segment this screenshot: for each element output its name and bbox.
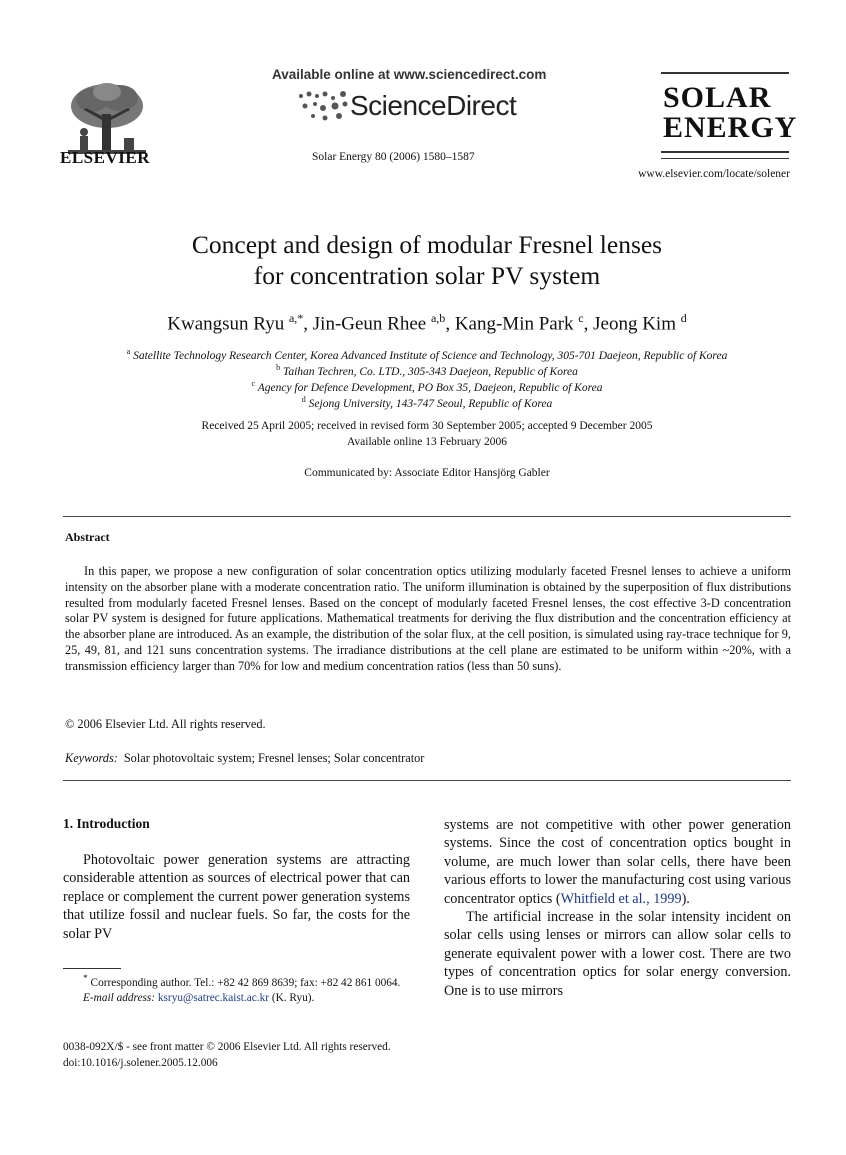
page-footer	[63, 1040, 391, 1071]
author-separator: ,	[445, 313, 455, 335]
affiliation-mark: c	[251, 379, 256, 388]
author-name: Jeong Kim	[593, 313, 676, 335]
author-affiliation-mark[interactable]: a,b	[430, 311, 446, 325]
author-name: Kwangsun Ryu	[167, 313, 285, 335]
doi-line[interactable]: doi:10.1016/j.solener.2005.12.006	[63, 1056, 218, 1069]
author-name: Jin-Geun Rhee	[312, 313, 427, 335]
footnote	[63, 972, 410, 1007]
keywords-label: Keywords:	[65, 751, 118, 765]
author-affiliation-mark[interactable]: c	[578, 311, 584, 325]
keywords	[65, 751, 424, 766]
corresponding-author: Corresponding author. Tel.: +82 42 869 8639; fax: +82 42 861 0064.	[90, 976, 401, 989]
brand-rule-top	[661, 72, 789, 74]
journal-brand-line2: ENERGY	[663, 111, 798, 144]
abstract-heading: Abstract	[65, 530, 110, 544]
email-label: E-mail address:	[83, 992, 156, 1005]
affiliation-text: Taihan Techren, Co. LTD., 305-343 Daejeon, Republic of Korea	[283, 365, 578, 378]
affiliation-text: Sejong University, 143-747 Seoul, Republic of Korea	[308, 397, 553, 410]
affiliation-mark: d	[301, 395, 306, 404]
affiliation	[63, 347, 791, 362]
available-online-banner[interactable]: Available online at www.sciencedirect.com	[272, 67, 547, 82]
intro-right-paragraph-2: The artificial increase in the solar intensity incident on solar cells using lenses or mirrors can allow solar cells to generate equivalent power with a lower cost. There are two types of concentration optics for solar energy conversion. One is to use mirrors	[444, 909, 791, 999]
paragraph-text: systems are not competitive with other power generation systems. Since the cost of concentration optics bought in volume, are much lower than solar cells, there have been various efforts to lower the manufacturing cost using various concentrator optics (	[444, 817, 791, 907]
abstract-body: In this paper, we propose a new configuration of solar concentration optics utilizing modularly faceted Fresnel lenses to achieve a uniform intensity on the absorber plane with a moderate concentration ratio. The uniform illumination is obtained by the superposition of flux distributions resulted from modularly faceted Fresnel lenses. Based on the concept of modularly faceted Fresnel lenses, the cost effective 3-D concentration solar PV system is designed for future applications. Mathematical treatments for deriving the flux distribution and the concentration efficiency at the absorber plane are introduced. As an example, the distribution of the solar flux, at the cell position, is simulated using ray-trace technique for 9, 25, 49, 81, and 121 suns concentration systems. The irradiance distributions at the cell plane are estimated to be uniform within ~20%, with a transmission efficiency larger than 70% for low and medium concentration ratios (less than 50 suns).	[65, 564, 791, 673]
divider	[63, 780, 791, 781]
sciencedirect-name: ScienceDirect	[350, 90, 517, 121]
brand-rule-mid	[661, 151, 789, 153]
affiliation-mark: a	[126, 347, 131, 356]
citation-link[interactable]: Whitfield et al., 1999	[560, 890, 682, 907]
received-dates: Received 25 April 2005; received in revised form 30 September 2005; accepted 9 December 2005	[201, 420, 653, 432]
author-list	[63, 311, 791, 335]
abstract-copyright: © 2006 Elsevier Ltd. All rights reserved.	[65, 717, 266, 731]
affiliation	[63, 379, 791, 394]
author-name: Kang-Min Park	[454, 313, 574, 335]
footnote-rule	[63, 968, 121, 969]
brand-rule-bottom	[661, 158, 789, 159]
author-affiliation-mark[interactable]: a,*	[288, 311, 304, 325]
author-separator: ,	[303, 313, 313, 335]
intro-left-paragraph: Photovoltaic power generation systems are attracting considerable attention as sources of electrical power that can replace or complement the current power generation systems that utilize fossil and nuclear fuels. So far, the costs for the solar PV	[63, 852, 410, 942]
available-online-date: Available online 13 February 2006	[346, 436, 508, 448]
affiliation-text: Agency for Defence Development, PO Box 35, Daejeon, Republic of Korea	[257, 381, 603, 394]
email-suffix: (K. Ryu).	[271, 992, 315, 1005]
keywords-list: Solar photovoltaic system; Fresnel lenses; Solar concentrator	[123, 751, 425, 765]
section-heading: 1. Introduction	[63, 816, 150, 831]
intro-right-paragraph-1	[444, 816, 791, 908]
publisher-name: ELSEVIER	[60, 148, 150, 167]
affiliation-text: Satellite Technology Research Center, Korea Advanced Institute of Science and Technology, 305-701 Daejeon, Republic of Korea	[133, 349, 728, 362]
communicated-by: Communicated by: Associate Editor Hansjörg Gabler	[304, 467, 550, 479]
title-line-2: for concentration solar PV system	[253, 261, 601, 290]
affiliation	[63, 363, 791, 378]
title-line-1: Concept and design of modular Fresnel lenses	[191, 230, 663, 259]
email-link[interactable]: ksryu@satrec.kaist.ac.kr	[157, 992, 269, 1005]
sciencedirect-dots-icon	[295, 88, 355, 124]
journal-url[interactable]: www.elsevier.com/locate/solener	[638, 168, 790, 180]
divider	[63, 516, 791, 517]
intro-right-column	[444, 816, 791, 1000]
journal-brand-line1: SOLAR	[663, 81, 772, 114]
affiliation	[63, 395, 791, 410]
paragraph-text: ).	[681, 890, 690, 907]
author-separator: ,	[583, 313, 594, 335]
article-title	[63, 229, 791, 291]
journal-reference: Solar Energy 80 (2006) 1580–1587	[312, 151, 475, 163]
footnote-mark: *	[83, 974, 88, 984]
author-affiliation-mark[interactable]: d	[680, 311, 687, 325]
issn-line: 0038-092X/$ - see front matter © 2006 Elsevier Ltd. All rights reserved.	[63, 1041, 391, 1053]
affiliation-mark: b	[276, 363, 281, 372]
